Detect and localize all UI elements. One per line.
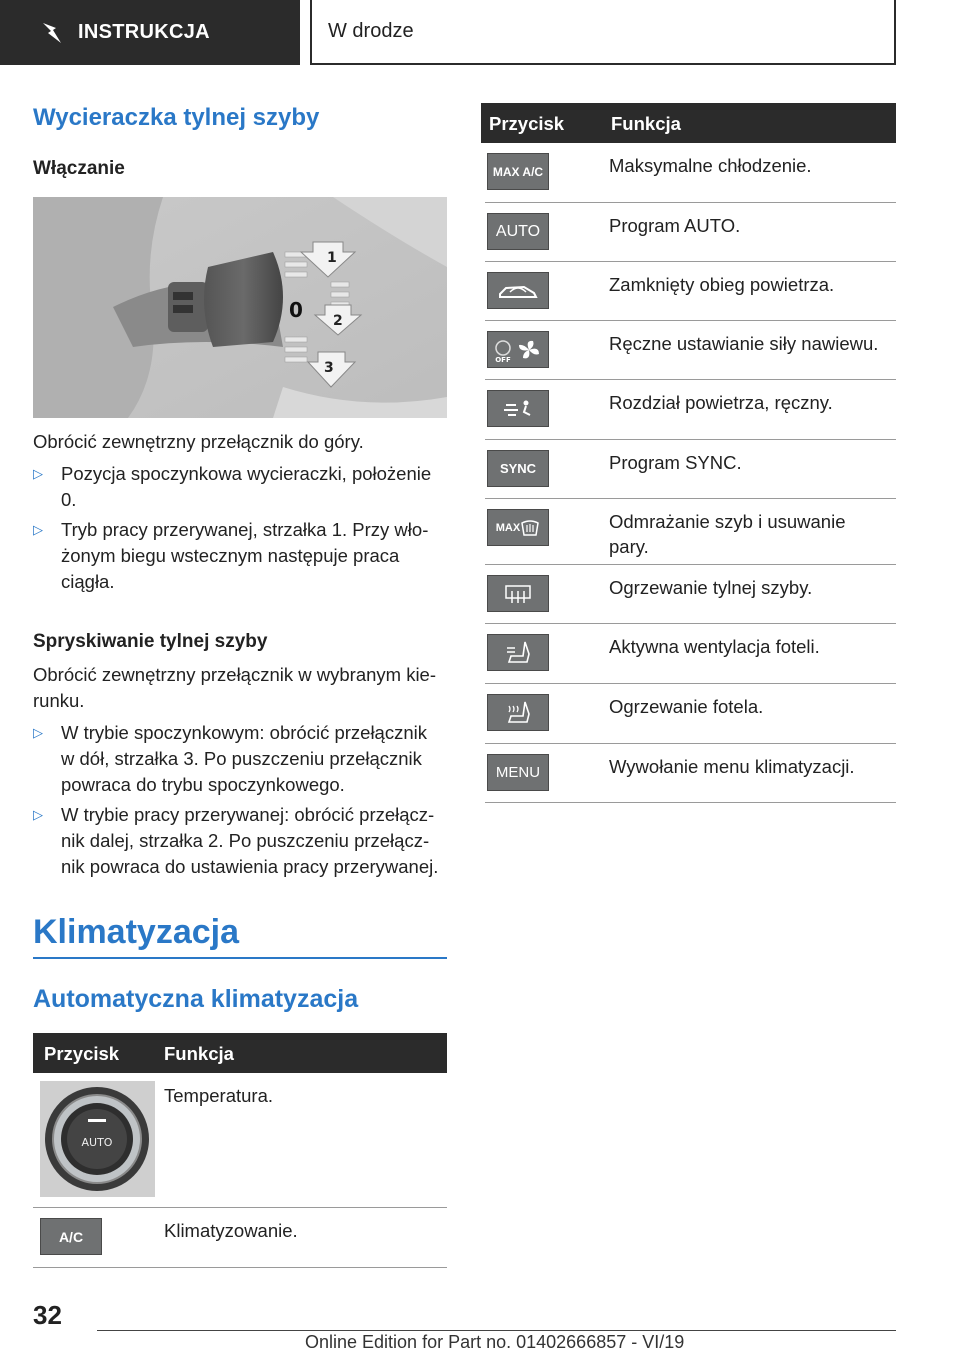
bullet-line: żonym biegu wstecznym następuje praca bbox=[61, 545, 400, 566]
wiper-position-2: 2 bbox=[333, 313, 343, 329]
fan-off-label: OFF bbox=[495, 355, 511, 364]
bullet-triangle-icon: ▷ bbox=[33, 807, 43, 822]
auto-button-image: AUTO bbox=[487, 213, 549, 250]
bullet-triangle-icon: ▷ bbox=[33, 725, 43, 740]
wiper-position-1: 1 bbox=[327, 250, 337, 266]
bullet-line: 0. bbox=[61, 489, 77, 510]
function-text: Ogrzewanie tylnej szyby. bbox=[609, 577, 813, 598]
car-icon bbox=[40, 20, 66, 46]
left-table-header bbox=[33, 1033, 447, 1073]
function-line: pary. bbox=[609, 536, 649, 557]
air-distribution-button bbox=[487, 390, 549, 427]
list-item bbox=[33, 461, 447, 513]
auto-knob-label: AUTO bbox=[81, 1136, 113, 1149]
function-text: Aktywna wentylacja foteli. bbox=[609, 636, 820, 657]
washer-intro bbox=[33, 662, 436, 714]
bullet-line: W trybie spoczynkowym: obrócić przełącznik bbox=[61, 722, 427, 743]
max-defrost-label: MAX bbox=[495, 521, 521, 534]
footer-edition: Online Edition for Part no. 01402666857 - VI/19 bbox=[305, 1332, 685, 1352]
function-text: Wywołanie menu klimatyzacji. bbox=[609, 756, 855, 777]
list-item bbox=[33, 802, 453, 880]
header-section-title: INSTRUKCJA bbox=[78, 21, 210, 43]
col-function-header: Funkcja bbox=[611, 113, 681, 134]
seat-ventilation-button bbox=[487, 634, 549, 671]
header-chapter-tab bbox=[310, 0, 896, 65]
bullet-line: powraca do trybu spoczynkowego. bbox=[61, 774, 345, 795]
function-text: Temperatura. bbox=[164, 1085, 273, 1106]
bullet-line: W trybie pracy przerywanej: obrócić przełącz- bbox=[61, 804, 435, 825]
washer-intro-line: Obrócić zewnętrzny przełącznik w wybranym kie- bbox=[33, 664, 437, 685]
washer-intro-line: runku. bbox=[33, 690, 85, 711]
function-text: Program AUTO. bbox=[609, 215, 741, 236]
climate-title: Klimatyzacja bbox=[33, 913, 239, 951]
function-text: Klimatyzowanie. bbox=[164, 1220, 298, 1241]
function-line: Odmrażanie szyb i usuwanie bbox=[609, 511, 846, 532]
table-row bbox=[485, 203, 896, 262]
list-item bbox=[33, 720, 447, 798]
table-row bbox=[485, 499, 896, 565]
table-row bbox=[485, 565, 896, 624]
function-text: Rozdział powietrza, ręczny. bbox=[609, 392, 833, 413]
table-row bbox=[33, 1208, 447, 1268]
list-item bbox=[33, 517, 447, 595]
max-defrost-button bbox=[487, 509, 549, 546]
table-row bbox=[33, 1073, 447, 1208]
rear-wiper-intro: Obrócić zewnętrzny przełącznik do góry. bbox=[33, 431, 364, 452]
wiper-stalk-photo bbox=[33, 197, 447, 418]
bullet-line: nik powraca do ustawienia pracy przerywanej. bbox=[61, 856, 439, 877]
max-ac-button-image: MAX A/C bbox=[487, 153, 549, 190]
temperature-knob-image bbox=[40, 1081, 155, 1197]
rear-defrost-button bbox=[487, 575, 549, 612]
seat-heating-button bbox=[487, 694, 549, 731]
function-text bbox=[609, 509, 889, 559]
col-button-header: Przycisk bbox=[44, 1043, 120, 1064]
menu-button-image: MENU bbox=[487, 754, 549, 791]
page-number: 32 bbox=[33, 1300, 62, 1330]
bullet-line: Pozycja spoczynkowa wycieraczki, położenie bbox=[61, 463, 432, 484]
table-row bbox=[485, 744, 896, 803]
windshield-defrost-icon bbox=[520, 519, 540, 537]
seat-ventilation-icon bbox=[503, 640, 533, 666]
title-divider bbox=[33, 957, 447, 959]
recirculation-button bbox=[487, 272, 549, 309]
bullet-line: ciągła. bbox=[61, 571, 115, 592]
air-distribution-icon bbox=[500, 397, 536, 421]
ac-button-image: A/C bbox=[40, 1218, 102, 1255]
auto-climate-title: Automatyczna klimatyzacja bbox=[33, 985, 359, 1013]
col-button-header: Przycisk bbox=[489, 113, 565, 134]
fan-icon bbox=[491, 336, 545, 364]
bullet-line: nik dalej, strzałka 2. Po puszczeniu przełącz- bbox=[61, 830, 430, 851]
sync-button-image: SYNC bbox=[487, 450, 549, 487]
header-section-tab bbox=[0, 0, 300, 65]
seat-heating-icon bbox=[503, 700, 533, 726]
fan-button bbox=[487, 331, 549, 368]
switch-on-heading: Włączanie bbox=[33, 158, 125, 179]
function-text: Maksymalne chłodzenie. bbox=[609, 155, 812, 176]
table-row bbox=[485, 440, 896, 499]
table-row bbox=[485, 262, 896, 321]
bullet-line: w dół, strzałka 3. Po puszczeniu przełącznik bbox=[61, 748, 422, 769]
table-row bbox=[485, 684, 896, 744]
function-text: Zamknięty obieg powietrza. bbox=[609, 274, 835, 295]
bullet-triangle-icon: ▷ bbox=[33, 522, 43, 537]
bullet-line: Tryb pracy przerywanej, strzałka 1. Przy wło- bbox=[61, 519, 429, 540]
washer-heading: Spryskiwanie tylnej szyby bbox=[33, 631, 268, 652]
table-row bbox=[485, 321, 896, 380]
footer-divider bbox=[97, 1330, 896, 1331]
wiper-position-3: 3 bbox=[324, 360, 334, 376]
bullet-triangle-icon: ▷ bbox=[33, 466, 43, 481]
right-table-header bbox=[481, 103, 896, 143]
header-chapter-title: W drodze bbox=[328, 20, 414, 42]
function-text: Ogrzewanie fotela. bbox=[609, 696, 764, 717]
function-text: Ręczne ustawianie siły nawiewu. bbox=[609, 333, 879, 354]
wiper-position-0: 0 bbox=[289, 298, 303, 322]
table-row bbox=[485, 380, 896, 440]
recirculation-icon bbox=[496, 280, 540, 302]
rear-defrost-icon bbox=[503, 583, 533, 605]
col-function-header: Funkcja bbox=[164, 1043, 234, 1064]
table-row bbox=[485, 624, 896, 684]
rear-wiper-title: Wycieraczka tylnej szyby bbox=[33, 104, 320, 131]
table-row bbox=[485, 143, 896, 203]
function-text: Program SYNC. bbox=[609, 452, 742, 473]
